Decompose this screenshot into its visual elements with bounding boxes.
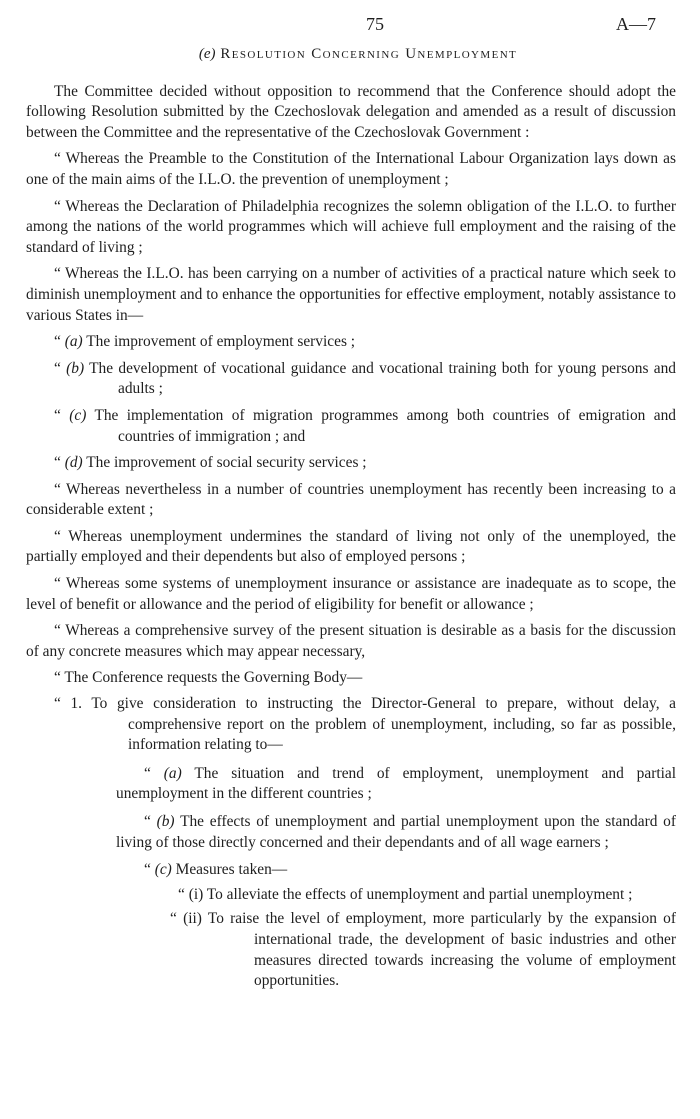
- sub-item-label: (b): [156, 813, 175, 830]
- roman-item: “ (ii) To raise the level of employment, more particularly by the expansion of international trade, the development of basic industries and other measures directed towards increasing the volume of employment opportunities.: [170, 910, 676, 990]
- section-title-text: Resolution Concerning Unemployment: [220, 46, 518, 62]
- roman-text: To alleviate the effects of unemployment and partial unemployment ;: [206, 885, 633, 903]
- section-title: [26, 44, 676, 66]
- page-header: [26, 0, 676, 44]
- activity-text: The improvement of employment services ;: [86, 333, 356, 351]
- sub-item: “ (b) The effects of unemployment and partial unemployment upon the standard of living of those directly concerned and their dependants and of all wage earners ;: [116, 813, 676, 851]
- whereas-paragraph: “ Whereas nevertheless in a number of countries unemployment has recently been increasing to a considerable extent ;: [26, 480, 676, 519]
- sub-item: “ (a) The situation and trend of employment, unemployment and partial unemployment in the different countries ;: [116, 764, 676, 803]
- activity-item: “ (a) The improvement of employment services ;: [54, 333, 356, 351]
- activity-text: The development of vocational guidance and vocational training both for young persons and adults ;: [89, 359, 677, 398]
- activity-text: The improvement of social security services ;: [86, 454, 367, 472]
- activity-item: “ (c) The implementation of migration programmes among both countries of emigration and countries of immigration ; and: [54, 406, 676, 445]
- sub-item-label: (a): [163, 764, 182, 782]
- roman-label: (i): [188, 885, 204, 903]
- intro-paragraph: The Committee decided without opposition to recommend that the Conference should adopt the following Resolution submitted by the Czechoslovak delegation and amended as a result of discussion between the Committee and the representative of the Czechoslovak Government :: [26, 82, 676, 141]
- whereas-paragraph: “ Whereas the Declaration of Philadelphia recognizes the solemn obligation of the I.L.O. to further among the nations of the world programmes which will achieve full employment and the raising of the standard of living ;: [26, 197, 676, 256]
- roman-label: (ii): [183, 910, 202, 928]
- activity-label: (d): [64, 454, 83, 472]
- section-title-prefix: (e): [198, 46, 216, 62]
- activity-text: The implementation of migration programmes among both countries of emigration and countries of immigration ; and: [94, 406, 676, 445]
- numbered-item: “ 1. To give consideration to instructing the Director-General to prepare, without delay, a comprehensive report on the problem of unemployment, including, so far as possible, information relating to—: [54, 695, 676, 754]
- whereas-paragraph: “ Whereas the I.L.O. has been carrying on a number of activities of a practical nature which seek to diminish unemployment and to enhance the opportunities for effective employment, notably assistance to various States in—: [26, 265, 676, 324]
- sub-item-label: (c): [154, 861, 172, 879]
- activity-label: (c): [69, 406, 87, 424]
- page-reference: A—7: [616, 14, 656, 34]
- activity-label: (a): [64, 333, 83, 351]
- sub-item: “ (c) Measures taken—: [144, 861, 288, 879]
- sub-item-text: Measures taken—: [175, 861, 288, 879]
- whereas-paragraph: “ Whereas some systems of unemployment insurance or assistance are inadequate as to scope, the level of benefit or allowance and the period of eligibility for benefit or allowance ;: [26, 575, 676, 613]
- request-paragraph: “ The Conference requests the Governing Body—: [54, 669, 363, 687]
- whereas-paragraph: “ Whereas unemployment undermines the standard of living not only of the unemployed, the partially employed and their dependents but also of employed persons ;: [26, 527, 676, 566]
- sub-item-text: The situation and trend of employment, unemployment and partial unemployment in the different countries ;: [116, 764, 676, 803]
- sub-item-text: The effects of unemployment and partial unemployment upon the standard of living of those directly concerned and their dependants and of all wage earners ;: [116, 813, 676, 851]
- whereas-paragraph: “ Whereas a comprehensive survey of the present situation is desirable as a basis for the discussion of any concrete measures which may appear necessary,: [26, 622, 676, 660]
- roman-text: To raise the level of employment, more particularly by the expansion of international trade, the development of basic industries and other measures directed towards increasing the volume of employment opportunities.: [207, 910, 676, 990]
- whereas-paragraph: “ Whereas the Preamble to the Constitution of the International Labour Organization lays down as one of the main aims of the I.L.O. the prevention of unemployment ;: [26, 150, 676, 188]
- roman-item: “ (i) To alleviate the effects of unemployment and partial unemployment ;: [178, 885, 633, 903]
- activity-label: (b): [66, 359, 85, 377]
- page-number: 75: [366, 14, 384, 34]
- activity-item: “ (b) The development of vocational guidance and vocational training both for young persons and adults ;: [54, 359, 677, 398]
- activity-item: “ (d) The improvement of social security services ;: [54, 454, 367, 472]
